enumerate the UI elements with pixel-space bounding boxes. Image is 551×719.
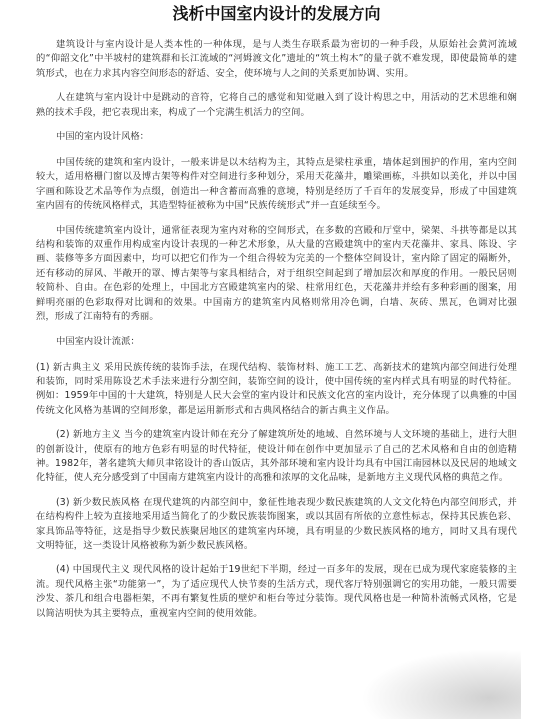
paragraph-people: 人在建筑与室内设计中是跳动的音符，它将自己的感觉和知觉融入到了设计构思之中，用活动的艺术思维和娴熟的技术手段，把它表现出来，构成了一个完满生机活力的空间。 — [36, 92, 517, 118]
paragraph-neoclassical: (1) 新古典主义 采用民族传统的装饰手法，在现代结构、装饰材料、施工工艺、高新技术的建筑内部空间进行处理和装饰，同时采用陈设艺术手法来进行分割空间，装饰空间的设计，使中国传统的室内样式具有明显的时代特征。例如：1959年中国的十大建筑，特别是人民大会堂的室内设计和民族文化宫的室内设计，充分体现了以典雅的中国传统文化风格为基调的空间形象，都是运用新形式和古典风格结合的新古典主义作品。 — [36, 361, 517, 416]
paragraph-modernism: (4) 中国现代主义 现代风格的设计起始于19世纪下半期，经过一百多年的发展，现在已成为现代家庭装修的主流。现代风格主张“功能第一”，为了适应现代人快节奏的生活方式，现代客厅特别强调它的实用功能，一般只需要沙发、茶几和组合电器柜架，不再有繁复性质的壁炉和柜台等过分装饰。现代风格也是一种简朴流畅式风格，它是以简洁明快为其主要特点，重视室内空间的使用效能。 — [36, 564, 517, 619]
paragraph-traditional-interior: 中国传统建筑室内设计，通常征表现为室内对称的空间形式，在多数的宫殿和厅堂中，梁架、斗拱等都是以其结构和装饰的双重作用构成室内设计表现的一种艺术形象，从大量的宫殿建筑中的室内天花藻井、家具、陈设、字画、装修等多方面因素中，均可以把它们作为一个组合得较为完美的一个整体空间设计，室内除了固定的隔断外，还有移动的屏风、半敞开的罩、博古架等与家具相结合，对于组织空间起到了增加层次和厚度的作用。一般民居则较简朴、自由。在色彩的处理上，中国北方宫殿建筑室内的梁、柱常用红色，天花藻井并绘有多种彩画的图案，用鲜明亮丽的色彩取得对比调和的效果。中国南方的建筑室内风格则常用冷色调，白墙、灰砖、黑瓦，色调对比强烈，形成了江南特有的秀丽。 — [36, 224, 517, 323]
paragraph-new-ethnic: (3) 新少数民族风格 在现代建筑的内部空间中，象征性地表现少数民族建筑的人文文化特色内部空间形式，并在结构构件上较为直接地采用适当简化了的少数民族装饰图案，或以其固有所依的立意性标志，保持其民族色彩、家具饰品等特征，这是指导少数民族聚居地区的建筑室内环境，具有明显的少数民族风格的地方，同时又具有现代文明特征，这一类设计风格被称为新少数民族风格。 — [36, 496, 517, 551]
section-heading-schools: 中国室内设计流派： — [56, 335, 140, 347]
scan-smudge — [361, 649, 521, 719]
paragraph-traditional: 中国传统的建筑和室内设计，一般来讲是以木结构为主，其特点是梁柱承重，墙体起到围护的作用，室内空间较大，适用格栅门窗以及博古架等构件对空间进行多种划分，采用天花藻井，雕梁画栋，斗拱如以美化，并以中国字画和陈设艺术品等作为点缀，创造出一种含蓄而高雅的意境，特别是经历了千百年的发展变异，形成了中国建筑室内固有的传统风格样式，其造型特征被称为中国“民族传统形式”并一直延续至今。 — [36, 157, 517, 212]
section-heading-style: 中国的室内设计风格： — [56, 131, 149, 143]
paragraph-intro: 建筑设计与室内设计是人类本性的一种体现，是与人类生存联系最为密切的一种手段，从原始社会黄河流域的“仰韶文化”中半坡村的建筑群和长江流域的“河姆渡文化”遗址的“筑土构木”的量子就不难发现，即使最简单的建筑形式，也在力求其内容空间形态的舒适、安全，使环境与人之间的关系更加协调、实用。 — [36, 39, 517, 79]
document-title: 浅析中国室内设计的发展方向 — [172, 4, 381, 23]
paragraph-new-regionalism: (2) 新地方主义 当今的建筑室内设计师在充分了解建筑所处的地域、自然环境与人文环境的基础上，进行大胆的创新设计，使原有的地方色彩有明显的时代特征，使设计师在创作中更加显示了自己的艺术风格和自由的创造精神。1982年，著名建筑大师贝聿铭设计的香山饭店，其外部环境和室内设计均具有中国江南园林以及民居的地域文化特征，使人充分感受到了中国南方建筑室内设计的高雅和浓厚的文化品味，是新地方主义现代风格的典范之作。 — [36, 429, 517, 484]
